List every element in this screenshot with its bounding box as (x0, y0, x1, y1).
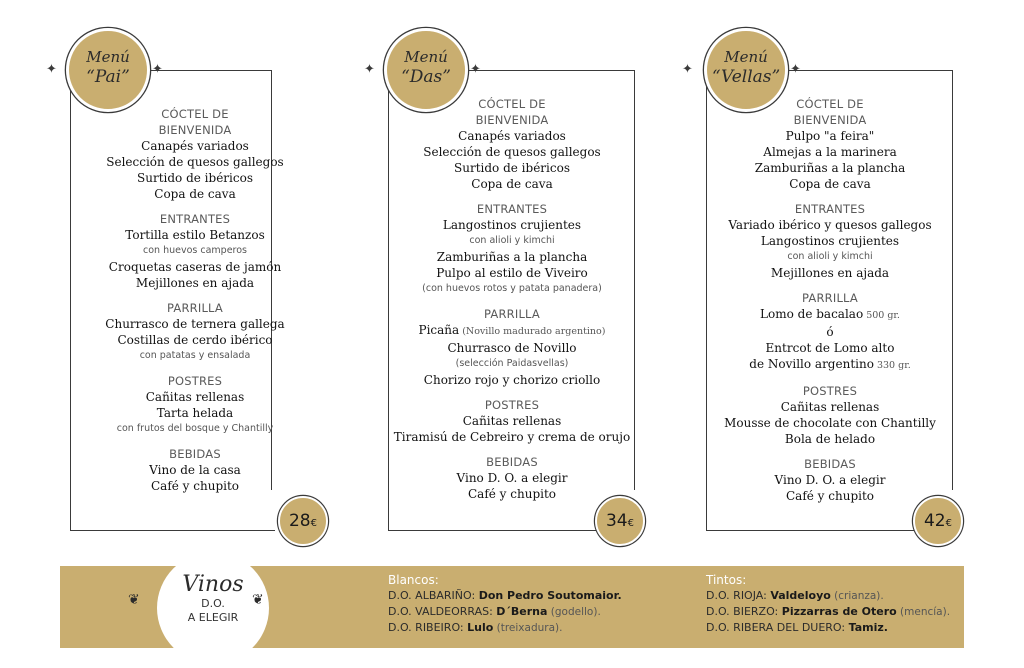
wine-name: Valdeloyo (770, 589, 831, 602)
flourish-icon: ✦ (152, 62, 163, 77)
dish-item (712, 356, 948, 374)
dish-text: Copa de cava (154, 187, 236, 201)
section-title: BEBIDAS (486, 455, 538, 469)
dish-text: Mousse de chocolate con Chantilly (724, 416, 936, 430)
dish-item (390, 160, 634, 176)
dish-item (90, 462, 300, 478)
dish-text: Canapés variados (458, 129, 566, 143)
dish-text: Tortilla estilo Betanzos (125, 228, 265, 242)
section-title: POSTRES (802, 384, 858, 398)
flourish-icon: ✦ (790, 62, 801, 77)
dish-item (712, 144, 948, 160)
dish-text: Copa de cava (789, 177, 871, 191)
dish-item (390, 128, 634, 144)
dish-text: con alioli y kimchi (787, 251, 873, 262)
section-title: BEBIDAS (169, 447, 221, 461)
dish-item (90, 154, 300, 170)
leaf-icon: ❦ (128, 592, 140, 608)
dish-item (712, 488, 948, 504)
dish-text: Vino D. O. a elegir (456, 471, 568, 485)
section-title: ENTRANTES (476, 202, 548, 216)
dish-note (90, 243, 300, 259)
dish-item (712, 128, 948, 144)
dish-text: Variado ibérico y quesos gallegos (728, 218, 932, 232)
dish-text: Churrasco de ternera gallega (105, 317, 285, 331)
wine-name: Lulo (467, 621, 494, 634)
dish-text: Bola de helado (784, 432, 876, 446)
dish-item (712, 431, 948, 447)
dish-text: Cañitas rellenas (462, 414, 562, 428)
section-title: POSTRES (167, 374, 223, 388)
dish-text: con huevos camperos (143, 245, 247, 256)
dish-text: Almejas a la marinera (763, 145, 897, 159)
dish-text: Selección de quesos gallegos (423, 145, 601, 159)
section-title: CÓCTEL DE BIENVENIDA (158, 107, 232, 137)
dish-item (712, 324, 948, 340)
wine-note: (godello). (547, 606, 601, 618)
dish-item (390, 176, 634, 192)
dish-text: Vino D. O. a elegir (774, 473, 886, 487)
wine-do: D.O. ALBARIÑO: (388, 589, 479, 602)
dish-text: (selección Paidasvellas) (455, 358, 569, 369)
wine-name: D´Berna (496, 605, 548, 618)
price-badge: 42€ (913, 496, 963, 546)
dish-text: Churrasco de Novillo (447, 341, 577, 355)
dish-item (390, 413, 634, 429)
wine-name: Don Pedro Soutomaior. (478, 589, 622, 602)
dish-item (90, 478, 300, 494)
flourish-icon: ✦ (364, 62, 375, 77)
dish-item (712, 176, 948, 192)
dish-text: Lomo de bacalao (760, 307, 864, 321)
wine-do: D.O. RIBEIRO: (388, 621, 468, 634)
dish-text: ó (826, 325, 834, 339)
dish-item (390, 372, 634, 388)
dish-text: Selección de quesos gallegos (106, 155, 284, 169)
section-title: CÓCTEL DE BIENVENIDA (475, 97, 549, 127)
menu-content (90, 106, 300, 494)
price-badge: 34€ (595, 496, 645, 546)
wines-badge: Vinos D.O. A ELEGIR (157, 552, 269, 664)
section-title: ENTRANTES (794, 202, 866, 216)
wine-name: Pizzarras de Otero (781, 605, 897, 618)
dish-item (90, 170, 300, 186)
menu-name-badge: Menú “Pai” (66, 28, 150, 112)
dish-text: Café y chupito (150, 479, 240, 493)
dish-text: Langostinos crujientes (760, 234, 900, 248)
wine-row (706, 604, 950, 620)
menu-name-badge: Menú “Vellas” (704, 28, 788, 112)
dish-item (90, 138, 300, 154)
dish-item (390, 265, 634, 281)
dish-extra: (Novillo madurado argentino) (459, 326, 606, 337)
wines-band (60, 566, 964, 648)
dish-item (90, 405, 300, 421)
dish-extra: 500 gr. (863, 310, 900, 321)
flourish-icon: ✦ (470, 62, 481, 77)
dish-note (90, 421, 300, 437)
dish-text: Café y chupito (785, 489, 875, 503)
dish-text: Croquetas caseras de jamón (108, 260, 282, 274)
dish-text: Entrcot de Lomo alto (765, 341, 895, 355)
flourish-icon: ✦ (682, 62, 693, 77)
dish-note (712, 249, 948, 265)
dish-text: Zamburiñas a la plancha (436, 250, 588, 264)
dish-note (390, 356, 634, 372)
wine-row (388, 620, 622, 636)
menu-name-badge: Menú “Das” (384, 28, 468, 112)
reds-list: Tintos: D.O. RIOJA: Valdeloyo (crianza). D.O. BIERZO: Pizzarras de Otero (mencía). D.O. RIBERA DEL DUERO: Tamiz. (706, 573, 951, 634)
price-badge: 28€ (278, 496, 328, 546)
dish-text: Cañitas rellenas (780, 400, 880, 414)
wine-do: D.O. RIBERA DEL DUERO: (706, 621, 849, 634)
dish-item (712, 340, 948, 356)
dish-text: Tarta helada (156, 406, 234, 420)
wine-do: D.O. BIERZO: (706, 605, 782, 618)
dish-item (712, 399, 948, 415)
dish-text: Mejillones en ajada (135, 276, 255, 290)
dish-text: Surtido de ibéricos (137, 171, 253, 185)
dish-item (712, 472, 948, 488)
section-title: PARRILLA (802, 291, 858, 305)
dish-item (712, 306, 948, 324)
dish-item (712, 233, 948, 249)
wine-name: Tamiz. (848, 621, 888, 634)
wine-note: (mencía). (896, 606, 951, 618)
dish-text: Cañitas rellenas (145, 390, 245, 404)
dish-item (390, 429, 634, 445)
wine-row (388, 588, 622, 604)
wine-row (388, 604, 622, 620)
dish-text: Canapés variados (141, 139, 249, 153)
section-title: ENTRANTES (159, 212, 231, 226)
dish-item (390, 340, 634, 356)
dish-extra: 330 gr. (873, 360, 911, 371)
dish-text: Zamburiñas a la plancha (754, 161, 906, 175)
dish-text: (con huevos rotos y patata panadera) (422, 283, 602, 294)
dish-item (712, 217, 948, 233)
wine-row (706, 620, 950, 636)
dish-item (90, 259, 300, 275)
dish-item (90, 332, 300, 348)
section-title: POSTRES (484, 398, 540, 412)
dish-text: Picaña (418, 323, 460, 337)
dish-text: con alioli y kimchi (469, 235, 555, 246)
wine-note: (crianza). (830, 590, 884, 602)
dish-item (390, 470, 634, 486)
dish-text: con patatas y ensalada (139, 350, 251, 361)
whites-list: Blancos: D.O. ALBARIÑO: Don Pedro Soutomaior. D.O. VALDEORRAS: D´Berna (godello). D.O. RIBEIRO: Lulo (treixadura). (388, 573, 622, 634)
dish-text: Surtido de ibéricos (454, 161, 570, 175)
dish-text: Café y chupito (467, 487, 557, 501)
dish-item (90, 316, 300, 332)
dish-text: Pulpo "a feira" (785, 129, 875, 143)
dish-item (712, 265, 948, 281)
dish-text: Pulpo al estilo de Viveiro (436, 266, 588, 280)
dish-text: de Novillo argentino (749, 357, 874, 371)
wine-do: D.O. VALDEORRAS: (388, 605, 497, 618)
section-title: PARRILLA (484, 307, 540, 321)
flourish-icon: ✦ (46, 62, 57, 77)
dish-item (90, 275, 300, 291)
dish-item (90, 186, 300, 202)
wine-note: (treixadura). (493, 622, 563, 634)
dish-note (390, 233, 634, 249)
dish-text: Mejillones en ajada (770, 266, 890, 280)
menu-content (390, 96, 634, 502)
dish-text: Costillas de cerdo ibérico (117, 333, 273, 347)
dish-text: Copa de cava (471, 177, 553, 191)
dish-note (390, 281, 634, 297)
dish-note (90, 348, 300, 364)
dish-item (712, 415, 948, 431)
dish-item (390, 217, 634, 233)
dish-item (390, 322, 634, 340)
dish-item (390, 486, 634, 502)
dish-text: Tiramisú de Cebreiro y crema de orujo (393, 430, 631, 444)
dish-item (90, 389, 300, 405)
dish-text: Vino de la casa (149, 463, 241, 477)
dish-item (90, 227, 300, 243)
section-title: PARRILLA (167, 301, 223, 315)
dish-text: Chorizo rojo y chorizo criollo (423, 373, 601, 387)
wine-row (706, 588, 950, 604)
menu-content (712, 96, 948, 504)
leaf-icon: ❦ (252, 592, 264, 608)
dish-text: con frutos del bosque y Chantilly (116, 423, 274, 434)
dish-item (712, 160, 948, 176)
wine-do: D.O. RIOJA: (706, 589, 771, 602)
section-title: CÓCTEL DE BIENVENIDA (793, 97, 867, 127)
section-title: BEBIDAS (804, 457, 856, 471)
dish-item (390, 144, 634, 160)
dish-text: Langostinos crujientes (442, 218, 582, 232)
dish-item (390, 249, 634, 265)
